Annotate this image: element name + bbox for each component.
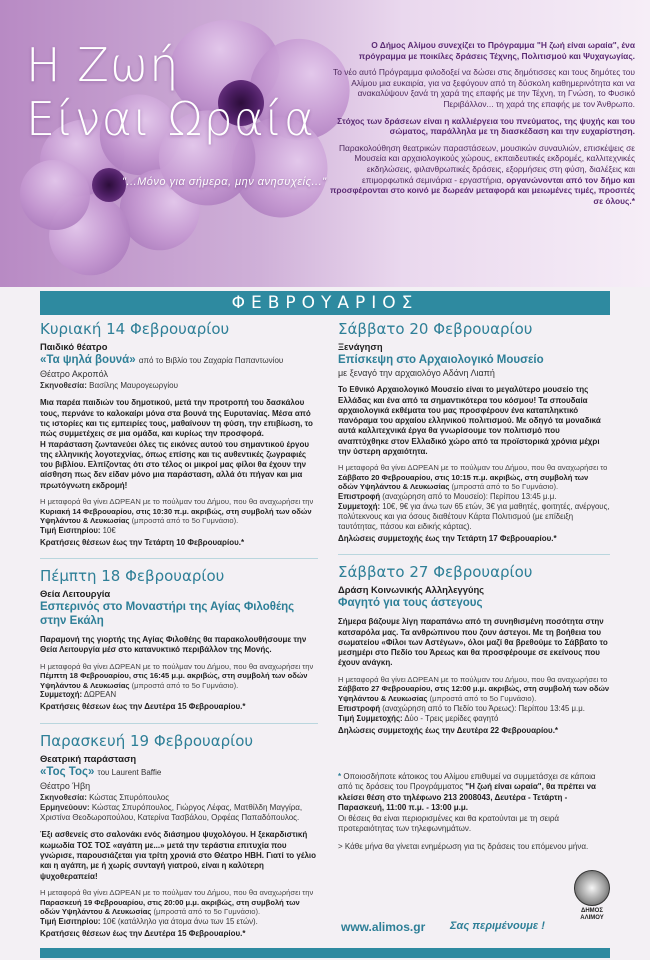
event-description: Το Εθνικό Αρχαιολογικό Μουσείο είναι το μεγαλύτερο μουσείο της Ελλάδας και ένα από τα σημαντικότερα του κόσμου! Τα σπουδαία αρχαιολογικά εκθέματα του μας προσφέρουν ένα καταπληκτικό πανόραμα του αρχαίου ελληνικού πολιτισμού. Με οδηγό τα μοναδικά αυτά καλλιτεχνικά έργα θα γνωρίσουμε τον πολιτισμό που αναπτύχθηκε στον Ελλαδικό χώρο από τα προϊστορικά χρόνια μέχρι την ύστερη αρχαιότητα. xyxy=(338,385,601,456)
event-reservation: Κρατήσεις θέσεων έως την Τετάρτη 10 Φεβρουαρίου.* xyxy=(40,537,245,547)
divider xyxy=(40,723,318,724)
event-reservation: Δηλώσεις συμμετοχής έως την Τετάρτη 17 Φεβρουαρίου.* xyxy=(338,534,557,544)
event-price: Συμμετοχή: 10€, 9€ για άνω των 65 ετών, 3€ για μαθητές, φοιτητές, ανέργους, πολύτεκνους και για όσους διαθέτουν Κάρτα Πολιτισμού (με επίδειξη ταυτότητας, πάσου και ειδικής κάρτας). xyxy=(338,502,610,532)
event-title: Επίσκεψη στο Αρχαιολογικό Μουσείο xyxy=(338,354,544,366)
booking-note xyxy=(338,772,610,853)
event-transport: Η μεταφορά θα γίνει ΔΩΡΕΑΝ με το πούλμαν του Δήμου, που θα αναχωρήσει την Κυριακή 14 Φεβρουαρίου, στις 10:30 π.μ. ακριβώς, στη συμβολή των οδών Υψηλάντου & Λευκωσίας (μπροστά από το 5ο Γυμνάσιο). xyxy=(40,497,314,526)
event-description: Παραμονή της γιορτής της Αγίας Φιλοθέης θα παρακολουθήσουμε την Θεία Λειτουργία μέσ στο κατανυκτικό περιβάλλον της Μονής. xyxy=(40,635,307,655)
event-price: Συμμετοχή: ΔΩΡΕΑΝ xyxy=(40,690,117,700)
event-price: Τιμή Συμμετοχής: Δύο - Τρεις μερίδες φαγητό xyxy=(338,713,499,723)
event-description: Μια παρέα παιδιών του δημοτικού, μετά την προτροπή του δασκάλου τους, περνάνε το καλοκαίρι μόνα στα βουνά της Ευρυτανίας. Μέσα από τις ιστορίες και τις εμπειρίες τους, μαθαίνουν τη φύση, την επιβίωση, το πώς συμμετέχεις σε μια ομάδα, και κυρίως την προσφορά. xyxy=(40,398,313,439)
event-cast: Ερμηνεύουν: Κώστας Σπυρόπουλος, Γιώργος Λέφας, Ματθίλδη Μαγγίρα, Χριστίνα Θεοδωροπούλου, Κατερίνα Τασβάλου, Ορφέας Παπαδόπουλος. xyxy=(40,803,303,823)
tagline: "...Μόνο για σήμερα, μην ανησυχείς..." xyxy=(122,176,327,188)
municipality-name: ΔΗΜΟΣ ΑΛΙΜΟΥ xyxy=(580,908,604,921)
event-return: Επιστροφή (αναχώρηση από το Μουσείο): Περίπου 13:45 μ.μ. xyxy=(338,492,557,502)
events-left-column xyxy=(40,320,318,949)
event-reservation: Δηλώσεις συμμετοχής έως την Δευτέρα 22 Φεβρουαρίου.* xyxy=(338,725,559,735)
event-title: «Τα ψηλά βουνά» από το Βιβλίο του Ζαχαρία Παπαντωνίου xyxy=(40,354,284,366)
event-date: Πέμπτη 18 Φεβρουαρίου xyxy=(40,567,225,586)
event-title: Εσπερινός στο Μοναστήρι της Αγίας Φιλοθέης στην Εκάλη xyxy=(40,601,295,628)
intro-p4: Παρακολούθηση θεατρικών παραστάσεων, μουσικών συναυλιών, επισκέψεις σε Μουσεία και αρχαιολογικούς χώρους, εκπαιδευτικές εκδρομές, καλλιτεχνικές εκδηλώσεις, φιλανθρωπικές δράσεις, εξορμήσεις στη φύση, διαλέξεις και επιμορφωτικά σεμινάρια - εργαστήρια, οργανώνονται από τον δήμο και προσφέρονται στο κοινό με δωρεάν μεταφορά και μειωμένες τιμές, προσιτές σε όλους.* xyxy=(330,142,635,206)
intro-p2: Το νέο αυτό Πρόγραμμα φιλοδοξεί να δώσει στις δημότισσες και τους δημότες του Αλίμου μια ευκαιρία, για να ξεφύγουν από τη δύσκολη καθημερινότητα και να ανακαλύψουν ξανά τη χαρά της επαφής με την Τέχνη, τη Γνώση, το Φυσικό Περιβάλλον... τη χαρά της επαφής με τον Άνθρωπο. xyxy=(333,67,635,109)
event-reservation: Κρατήσεις θέσεων έως την Δευτέρα 15 Φεβρουαρίου.* xyxy=(40,702,246,712)
intro-text xyxy=(327,40,635,212)
title-line-2: Είναι Ωραία xyxy=(26,92,316,146)
intro-p3: Στόχος των δράσεων είναι η καλλιέργεια του πνεύματος, της ψυχής και του σώματος, παράλληλα με τη διασκέδαση και την ευχαρίστηση. xyxy=(337,115,635,137)
event-venue: Θέατρο Ήβη xyxy=(40,780,91,791)
event-description-2: Η παράσταση ζωντανεύει όλες τις εικόνες αυτού του σημαντικού έργου της ελληνικής λογοτεχνίας, όπως επίσης και τις αυθεντικές ζωγραφιές του βιβλίου. Ελπίζοντας ότι στο τέλος οι μικροί μας φίλοι θα έχουν την αίσθηση πως δεν είδαν μόνο μια παράσταση, αλλά ότι πήγαν και μια πρωτόγνωτη εκδρομή! xyxy=(40,439,310,490)
booking-note-limit: Οι θέσεις θα είναι περιορισμένες και θα κρατούνται με τη σειρά προτεραιότητας των τηλεφωνημάτων. xyxy=(338,813,560,834)
month-heading: ΦΕΒΡΟΥΑΡΙΟΣ xyxy=(40,291,610,315)
event-type: Θεία Λειτουργία xyxy=(40,588,111,600)
intro-p1: Ο Δήμος Αλίμου συνεχίζει το Πρόγραμμα "Η ζωή είναι ωραία", ένα πρόγραμμα με ποικίλες δράσεις Τέχνης, Πολιτισμού και Ψυχαγωγίας. xyxy=(358,40,635,61)
event-type: Ξενάγηση xyxy=(338,341,383,352)
municipality-seal-icon xyxy=(574,870,610,906)
closing-message: Σας περιμένουμε ! xyxy=(450,920,545,932)
booking-note-text: * Οποιοσδήποτε κάτοικος του Αλίμου επιθυμεί να συμμετάσχει σε κάποια από τις δράσεις του Προγράμματος "Η ζωή είναι ωραία", θα πρέπει να κλείσει θέση στο τηλέφωνο 213 2008043, Δευτέρα - Τετάρτη - Παρασκευή, 11:00 π.μ. - 13:00 μ.μ. xyxy=(338,772,596,813)
event-transport: Η μεταφορά θα γίνει ΔΩΡΕΑΝ με το πούλμαν του Δήμου, που θα αναχωρήσει το Σάββατο 27 Φεβρουαρίου, στις 12:00 μ.μ. ακριβώς, στη συμβολή των οδών Υψηλάντου & Λευκωσίας (μπροστά από το 5ο Γυμνάσιο). xyxy=(338,674,610,703)
event-title: «Τος Τος» του Laurent Baffie xyxy=(40,765,162,778)
event-return: Επιστροφή (αναχώρηση από το Πεδίο του Άρεως): Περίπου 13:45 μ.μ. xyxy=(338,703,585,713)
event-transport: Η μεταφορά θα γίνει ΔΩΡΕΑΝ με το πούλμαν του Δήμου, που θα αναχωρήσει την Πέμπτη 18 Φεβρουαρίου, στις 16:45 μ.μ. ακριβώς, στη συμβολή των οδών Υψηλάντου & Λευκωσίας (μπροστά από το 5ο Γυμνάσιο). xyxy=(40,661,314,690)
event-card xyxy=(40,320,318,548)
event-transport: Η μεταφορά θα γίνει ΔΩΡΕΑΝ με το πούλμαν του Δήμου, που θα αναχωρήσει το Σάββατο 20 Φεβρουαρίου, στις 10:15 π.μ. ακριβώς, στη συμβολή των οδών Υψηλάντου & Λευκωσίας (μπροστά από το 5ο Γυμνάσιο). xyxy=(338,463,608,492)
title-line-1: Η Ζωή xyxy=(26,38,180,92)
website-link[interactable]: www.alimos.gr xyxy=(341,920,426,934)
event-date: Παρασκευή 19 Φεβρουαρίου xyxy=(40,731,254,750)
event-reservation: Κρατήσεις θέσεων έως την Δευτέρα 15 Φεβρουαρίου.* xyxy=(40,928,246,938)
event-transport: Η μεταφορά θα γίνει ΔΩΡΕΑΝ με το πούλμαν του Δήμου, που θα αναχωρήσει την Παρασκευή 19 Φεβρουαρίου, στις 20:00 μ.μ. ακριβώς, στη συμβολή των οδών Υψηλάντου & Λευκωσίας (μπροστά από το 5ο Γυμνάσιο). xyxy=(40,887,314,917)
events-right-column xyxy=(338,320,610,746)
event-title: Φαγητό για τους άστεγους xyxy=(338,597,483,610)
divider xyxy=(40,558,318,559)
event-card xyxy=(40,732,318,939)
event-description: Έξι ασθενείς στο σαλονάκι ενός διάσημου ψυχολόγου. Η ξεκαρδιστική κωμωδία ΤΟΣ ΤΟΣ «αγάπη με...» μετά την τεράστια επιτυχία που γνώρισε, παρουσιάζεται για τρίτη χρονιά στο Θέατρο ΗΒΗ. Γιατί το γέλιο και η αγάπη, με ή χωρίς συνταγή γιατρού, είναι η καλύτερη ψυχοθεραπεία! xyxy=(40,830,317,881)
event-type: Δράση Κοινωνικής Αλληλεγγύης xyxy=(338,584,485,596)
event-director: Σκηνοθεσία: Κώστας Σπυρόπουλος xyxy=(40,792,170,802)
event-date: Κυριακή 14 Φεβρουαρίου xyxy=(40,320,230,338)
event-guide: με ξεναγό την αρχαιολόγο Αδάνη Λιαπή xyxy=(338,368,495,378)
event-price: Τιμή Εισιτηρίου: 10€ xyxy=(40,525,116,535)
event-date: Σάββατο 27 Φεβρουαρίου xyxy=(338,563,533,582)
event-card xyxy=(338,563,610,735)
event-card xyxy=(40,567,318,713)
bottom-bar xyxy=(40,948,610,958)
event-description: Σήμερα βάζουμε λίγη παραπάνω από τη συνηθισμένη ποσότητα στην κατσαρόλα μας. Τα ανθρώπινου που ζουν άστεγοι. Με τη βοήθεια του σωματείου «Φίλοι των Αστέγων», όλοι μαζί θα βρεθούμε το Σάββατο το μεσημέρι στο Πεδίο του Άρεως και θα προσφέρουμε σε εκείνους που έχουν ανάγκη. xyxy=(338,617,608,668)
divider xyxy=(338,554,610,555)
event-director: Σκηνοθεσία: Βασίλης Μαυρογεωργίου xyxy=(40,381,178,391)
event-card xyxy=(338,320,610,544)
event-type: Θεατρική παράσταση xyxy=(40,752,137,764)
header-banner xyxy=(0,0,650,287)
event-venue: Θέατρο Ακροπόλ xyxy=(40,369,108,379)
event-date: Σάββατο 20 Φεβρουαρίου xyxy=(338,320,533,338)
event-price: Τιμή Εισιτηρίου: 10€ (κατάλληλο για άτομα άνω των 15 ετών). xyxy=(40,916,258,926)
event-type: Παιδικό θέατρο xyxy=(40,341,108,352)
monthly-update-note: > Κάθε μήνα θα γίνεται ενημέρωση για τις δράσεις του επόμενου μήνα. xyxy=(338,842,589,852)
